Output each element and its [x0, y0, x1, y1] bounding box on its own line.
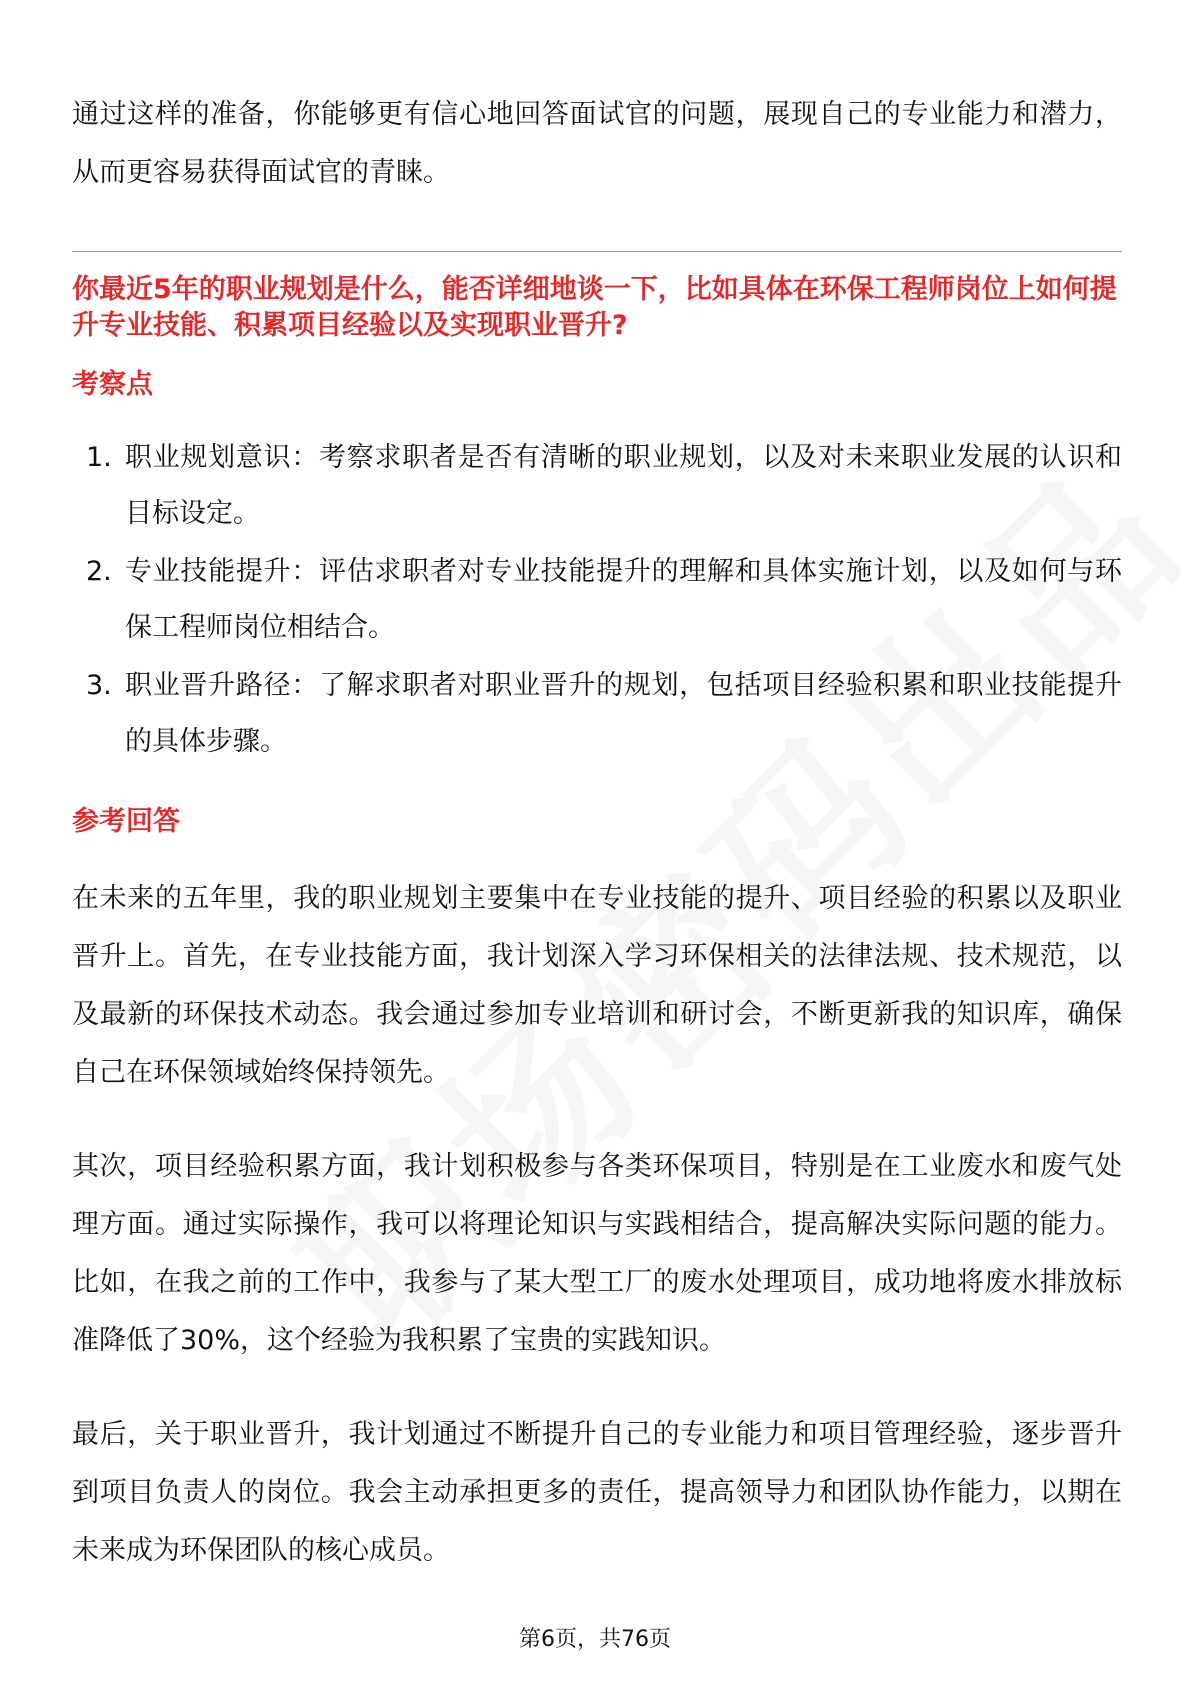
list-item [72, 430, 1122, 542]
list-item-text: 职业规划意识：考察求职者是否有清晰的职业规划，以及对未来职业发展的认识和目标设定。 [125, 442, 1122, 529]
assessment-list [72, 430, 1122, 772]
list-item-number: 1. [86, 442, 112, 473]
page-number: 第6页，共76页 [519, 1627, 671, 1652]
answer-paragraph: 在未来的五年里，我的职业规划主要集中在专业技能的提升、项目经验的积累以及职业晋升上。首先，在专业技能方面，我计划深入学习环保相关的法律法规、技术规范，以及最新的环保技术动态。我会通过参加专业培训和研讨会，不断更新我的知识库，确保自己在环保领域始终保持领先。 [72, 883, 1122, 1088]
intro-paragraph: 通过这样的准备，你能够更有信心地回答面试官的问题，展现自己的专业能力和潜力，从而更容易获得面试官的青睐。 [72, 99, 1122, 188]
reference-answer-title: 参考回答 [72, 806, 180, 837]
section-divider [72, 251, 1122, 252]
list-item-number: 2. [86, 556, 112, 587]
answer-paragraph: 其次，项目经验积累方面，我计划积极参与各类环保项目，特别是在工业废水和废气处理方面。通过实际操作，我可以将理论知识与实践相结合，提高解决实际问题的能力。比如，在我之前的工作中，我参与了某大型工厂的废水处理项目，成功地将废水排放标准降低了30%，这个经验为我积累了宝贵的实践知识。 [72, 1151, 1122, 1356]
list-item [72, 658, 1122, 770]
document-page [72, 0, 1122, 1684]
question-heading: 你最近5年的职业规划是什么，能否详细地谈一下，比如具体在环保工程师岗位上如何提升专业技能、积累项目经验以及实现职业晋升? [72, 274, 1117, 341]
list-item-text: 专业技能提升：评估求职者对专业技能提升的理解和具体实施计划，以及如何与环保工程师岗位相结合。 [125, 556, 1122, 643]
assessment-title: 考察点 [72, 369, 153, 400]
list-item [72, 544, 1122, 656]
answer-paragraph: 最后，关于职业晋升，我计划通过不断提升自己的专业能力和项目管理经验，逐步晋升到项目负责人的岗位。我会主动承担更多的责任，提高领导力和团队协作能力，以期在未来成为环保团队的核心成员。 [72, 1419, 1122, 1566]
list-item-number: 3. [86, 670, 112, 701]
list-item-text: 职业晋升路径：了解求职者对职业晋升的规划，包括项目经验积累和职业技能提升的具体步骤。 [125, 670, 1122, 757]
